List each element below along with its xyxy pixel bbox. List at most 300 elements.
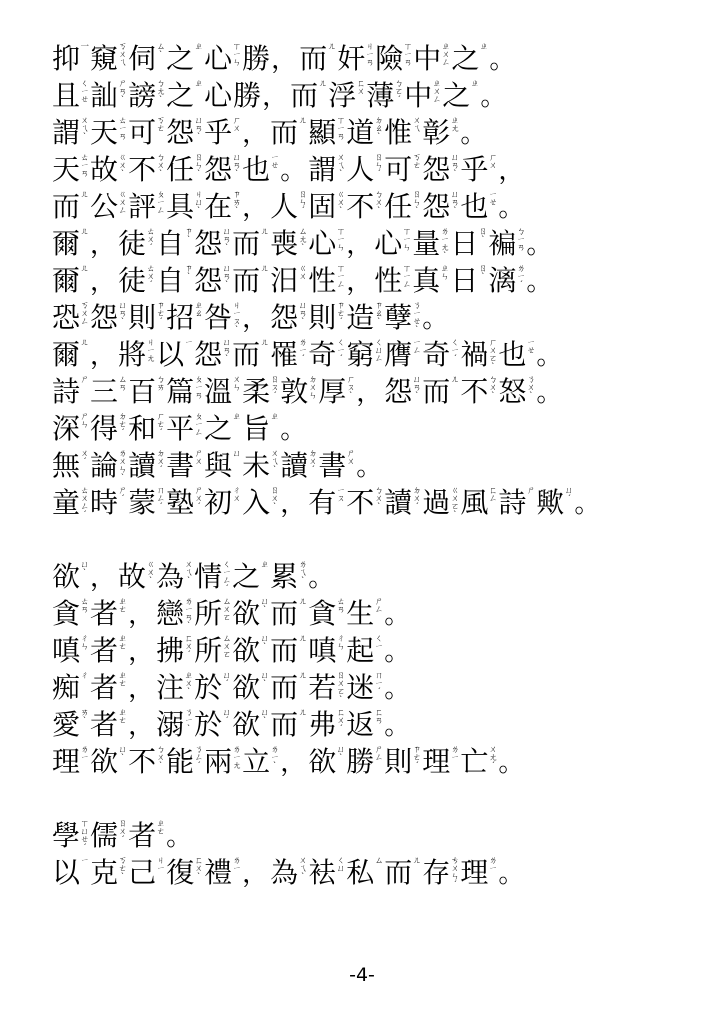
han-unit <box>128 302 165 332</box>
punctuation: ， <box>90 267 117 295</box>
zhuyin-annotation: ㄑ ㄧ ㄥ ˊ <box>222 560 232 591</box>
han-unit <box>375 43 412 73</box>
han-character: 中 <box>404 79 433 110</box>
zhuyin-annotation: ㄩ <box>232 449 242 459</box>
han-unit <box>460 746 497 776</box>
han-character: 乎 <box>204 116 233 147</box>
text-line <box>52 628 672 665</box>
zhuyin-annotation: ㄌ ㄧ <box>232 856 242 875</box>
han-unit <box>52 709 89 739</box>
zhuyin-annotation: ㄒ ㄩ ㄝ ˊ <box>80 819 90 850</box>
zhuyin-annotation: ㄓ ㄜ <box>118 634 128 653</box>
han-character: 伺 <box>128 42 157 73</box>
text-line <box>52 554 672 591</box>
han-unit <box>422 487 459 517</box>
han-unit <box>204 487 241 517</box>
zhuyin-annotation: ㄐ ㄧ <box>156 856 166 875</box>
han-character: 量 <box>412 227 441 258</box>
han-character: 而 <box>290 79 319 110</box>
zhuyin-annotation: ㄓ ㄤ <box>450 116 460 135</box>
han-character: 和 <box>128 412 157 443</box>
zhuyin-annotation: ㄈ ㄨ ˊ <box>184 634 194 660</box>
han-unit <box>90 191 127 221</box>
zhuyin-annotation: ㄙ <box>374 856 384 866</box>
han-unit <box>422 339 459 369</box>
zhuyin-annotation: ㄦ <box>80 227 90 237</box>
punctuation: ， <box>128 711 155 739</box>
zhuyin-annotation: ㄩ ˊ <box>222 708 232 726</box>
han-character: 注 <box>156 671 185 702</box>
han-character: 理 <box>460 856 489 887</box>
han-unit <box>308 117 345 147</box>
han-unit <box>346 339 383 369</box>
han-character: 而 <box>232 338 261 369</box>
han-unit <box>118 265 155 295</box>
han-character: 讀 <box>280 449 309 480</box>
han-character: 奇 <box>422 338 451 369</box>
punctuation: 。 <box>489 45 516 73</box>
zhuyin-annotation: ㄕ ㄥ <box>374 597 384 616</box>
han-character: 生 <box>346 597 375 628</box>
han-unit <box>204 746 241 776</box>
han-character: 貪 <box>52 597 81 628</box>
han-character: 膺 <box>384 338 413 369</box>
zhuyin-annotation: ㄍ ㄨ ˋ <box>336 190 346 216</box>
han-unit <box>536 487 573 517</box>
zhuyin-annotation: ㄨ ㄟ ˋ <box>298 856 308 882</box>
han-character: 得 <box>90 412 119 443</box>
han-character: 之 <box>166 79 195 110</box>
zhuyin-annotation: ㄊ ㄧ ㄢ <box>118 116 128 143</box>
han-character: 不 <box>460 375 489 406</box>
han-unit <box>270 561 307 591</box>
zhuyin-annotation: ㄧ <box>80 856 90 866</box>
punctuation: 。 <box>574 489 601 517</box>
han-unit <box>156 598 193 628</box>
zhuyin-annotation: ㄊ ㄨ ˊ <box>146 227 156 253</box>
zhuyin-annotation: ㄖ ˋ <box>478 227 488 245</box>
punctuation: 。 <box>460 119 487 147</box>
han-character: 心 <box>374 227 403 258</box>
zhuyin-annotation: ㄑ ㄧ ˊ <box>336 338 346 364</box>
text-line <box>52 73 672 110</box>
text-line <box>52 110 672 147</box>
zhuyin-annotation: ㄓ ㄣ <box>440 264 450 283</box>
han-unit <box>90 857 127 887</box>
han-character: 塾 <box>166 486 195 517</box>
han-character: 固 <box>308 190 337 221</box>
han-character: 道 <box>346 116 375 147</box>
han-unit <box>90 709 127 739</box>
han-character: 私 <box>346 856 375 887</box>
han-character: 自 <box>156 264 185 295</box>
text-line <box>52 184 672 221</box>
han-unit <box>128 820 165 850</box>
han-character: 罹 <box>270 338 299 369</box>
han-character: 不 <box>128 153 157 184</box>
han-character: 乎 <box>460 153 489 184</box>
han-unit <box>194 228 231 258</box>
han-character: 自 <box>156 227 185 258</box>
han-unit <box>442 80 479 110</box>
han-unit <box>156 709 193 739</box>
zhuyin-annotation: ㄅ ㄤ ˋ <box>156 79 166 105</box>
punctuation: ， <box>90 563 117 591</box>
zhuyin-annotation: ㄅ ㄨ ˋ <box>156 745 166 771</box>
zhuyin-annotation: ㄩ ㄢ ˋ <box>450 190 460 216</box>
han-unit <box>412 228 449 258</box>
text-line <box>52 591 672 628</box>
han-character: 者 <box>128 819 157 850</box>
punctuation: ， <box>280 748 307 776</box>
zhuyin-annotation: ㄙ ㄢ <box>118 375 128 394</box>
han-character: 過 <box>422 486 451 517</box>
punctuation: 。 <box>356 452 383 480</box>
han-unit <box>118 228 155 258</box>
han-character: 也 <box>460 190 489 221</box>
han-unit <box>166 80 203 110</box>
han-character: 而 <box>384 856 413 887</box>
han-unit <box>52 598 89 628</box>
han-character: 人 <box>346 153 375 184</box>
zhuyin-annotation: ㄗ ˋ <box>184 227 194 245</box>
han-character: 漓 <box>488 264 517 295</box>
han-unit <box>52 413 89 443</box>
han-unit <box>156 561 193 591</box>
han-character: 謂 <box>52 116 81 147</box>
han-unit <box>90 672 127 702</box>
han-character: 書 <box>166 449 195 480</box>
han-unit <box>204 450 241 480</box>
zhuyin-annotation: ㄕ <box>526 486 536 496</box>
han-character: 險 <box>375 42 404 73</box>
han-unit <box>156 265 193 295</box>
zhuyin-annotation: ㄌ ㄧ <box>488 856 498 875</box>
punctuation: ， <box>242 859 269 887</box>
zhuyin-annotation: ㄨ ㄟ ˋ <box>184 560 194 586</box>
han-unit <box>90 413 127 443</box>
han-character: 深 <box>52 412 81 443</box>
han-character: 訕 <box>90 79 119 110</box>
han-character: 心 <box>204 42 233 73</box>
zhuyin-annotation: ㄦ <box>298 634 308 644</box>
zhuyin-annotation: ㄌ ㄧ ㄤ <box>232 745 242 772</box>
han-unit <box>384 339 421 369</box>
zhuyin-annotation: ㄙ ㄨ ㄛ <box>222 634 232 661</box>
han-unit <box>128 857 165 887</box>
han-unit <box>346 635 383 665</box>
punctuation: 。 <box>526 267 553 295</box>
han-unit <box>412 265 449 295</box>
zhuyin-annotation: ㄗ ㄠ ˋ <box>374 301 384 327</box>
han-unit <box>460 487 497 517</box>
zhuyin-annotation: ㄐ ㄧ ㄢ <box>365 42 375 69</box>
zhuyin-annotation: ㄓ ㄜ <box>156 819 166 838</box>
han-character: 敦 <box>280 375 309 406</box>
han-character: 讀 <box>384 486 413 517</box>
zhuyin-annotation: ㄦ <box>80 338 90 348</box>
han-unit <box>242 413 279 443</box>
zhuyin-annotation: ㄎ ㄨ ㄥ <box>80 301 90 328</box>
han-character: 真 <box>412 264 441 295</box>
han-character: 也 <box>498 338 527 369</box>
zhuyin-annotation: ㄆ ㄧ ㄢ <box>194 375 204 402</box>
han-unit <box>52 302 89 332</box>
han-character: 理 <box>422 745 451 776</box>
zhuyin-annotation: ㄓ ㄜ <box>118 597 128 616</box>
punctuation: ， <box>90 230 117 258</box>
han-character: 徒 <box>118 264 147 295</box>
zhuyin-annotation: ㄩ ˋ <box>260 597 270 615</box>
zhuyin-annotation: ㄍ ㄨ ㄛ ˋ <box>450 486 460 517</box>
han-character: 造 <box>346 301 375 332</box>
zhuyin-annotation: ㄓ ㄨ ˋ <box>184 671 194 697</box>
han-unit <box>270 635 307 665</box>
han-character: 欲 <box>232 671 261 702</box>
han-character: 立 <box>242 745 271 776</box>
punctuation: 。 <box>480 82 507 110</box>
han-unit <box>52 746 89 776</box>
punctuation: 。 <box>422 304 449 332</box>
han-character: 詩 <box>498 486 527 517</box>
zhuyin-annotation: ㄒ ㄧ ㄢ <box>336 116 346 143</box>
zhuyin-annotation: ㄩ ㄢ ˋ <box>222 338 232 364</box>
punctuation: 。 <box>384 711 411 739</box>
han-unit <box>204 191 241 221</box>
han-unit <box>156 339 193 369</box>
han-unit <box>299 43 336 73</box>
zhuyin-annotation: ㄦ <box>412 856 422 866</box>
han-character: 褊 <box>488 227 517 258</box>
text-line <box>52 665 672 702</box>
han-unit <box>156 635 193 665</box>
zhuyin-annotation: ㄖ ㄣ ˊ <box>374 153 384 179</box>
zhuyin-annotation: ㄈ ㄨ ˊ <box>336 708 346 734</box>
zhuyin-annotation: ㄓ ㄠ <box>194 301 204 320</box>
han-character: 汨 <box>270 264 299 295</box>
zhuyin-annotation: ㄖ ㄨ ˋ <box>270 486 280 512</box>
han-unit <box>384 302 421 332</box>
punctuation: ， <box>128 674 155 702</box>
han-character: 所 <box>194 597 223 628</box>
han-character: 咎 <box>204 301 233 332</box>
text-line <box>52 147 672 184</box>
han-character: 旨 <box>242 412 271 443</box>
zhuyin-annotation: ㄗ ㄜ ˊ <box>336 301 346 327</box>
han-character: 怨 <box>194 227 223 258</box>
zhuyin-annotation: ㄦ <box>260 227 270 237</box>
han-character: 欲 <box>232 708 261 739</box>
han-unit <box>270 228 307 258</box>
text-line <box>52 480 672 517</box>
han-unit <box>128 487 165 517</box>
text-line <box>52 369 672 406</box>
han-unit <box>384 376 421 406</box>
han-character: 而 <box>299 42 328 73</box>
zhuyin-annotation: ㄌ ㄨ ㄣ ˋ <box>118 449 128 480</box>
text-line <box>52 332 672 369</box>
text-line <box>52 813 672 850</box>
han-unit <box>52 857 89 887</box>
zhuyin-annotation: ㄎ ㄨ ㄟ <box>118 42 128 69</box>
zhuyin-annotation: ㄦ <box>298 708 308 718</box>
han-character: 書 <box>318 449 347 480</box>
han-character: 貪 <box>308 597 337 628</box>
han-character: 讀 <box>128 449 157 480</box>
zhuyin-annotation: ㄅ ㄧ ㄢ <box>516 227 526 254</box>
han-character: 則 <box>128 301 157 332</box>
punctuation: ， <box>128 600 155 628</box>
han-unit <box>156 672 193 702</box>
punctuation: ， <box>346 267 373 295</box>
zhuyin-annotation: ㄓ <box>260 560 270 570</box>
text-line <box>52 258 672 295</box>
punctuation: ， <box>262 82 289 110</box>
han-character: 欲 <box>90 745 119 776</box>
han-unit <box>232 635 269 665</box>
han-unit <box>204 857 241 887</box>
zhuyin-annotation: ㄎ ㄜ <box>156 116 166 135</box>
han-character: 孽 <box>384 301 413 332</box>
zhuyin-annotation: ㄒ ㄧ ㄥ <box>336 264 346 291</box>
han-unit <box>204 302 241 332</box>
han-character: 柔 <box>242 375 271 406</box>
han-unit <box>204 376 241 406</box>
han-character: 百 <box>128 375 157 406</box>
han-unit <box>232 265 269 295</box>
han-unit <box>194 339 231 369</box>
han-unit <box>270 709 307 739</box>
han-character: 爾 <box>52 227 81 258</box>
han-character: 於 <box>194 708 223 739</box>
han-unit <box>232 598 269 628</box>
han-unit <box>128 154 165 184</box>
han-unit <box>156 228 193 258</box>
han-unit <box>194 598 231 628</box>
han-character: 愛 <box>52 708 81 739</box>
han-unit <box>422 746 459 776</box>
punctuation: ， <box>280 489 307 517</box>
han-unit <box>128 117 165 147</box>
han-character: 者 <box>90 634 119 665</box>
han-character: 以 <box>156 338 185 369</box>
zhuyin-annotation: ㄇ ㄥ ˊ <box>156 486 166 512</box>
han-character: 而 <box>270 671 299 702</box>
zhuyin-annotation: ㄕ ㄨ ˊ <box>194 486 204 512</box>
han-unit <box>52 228 89 258</box>
han-character: 而 <box>232 227 261 258</box>
han-unit <box>422 857 459 887</box>
punctuation: 。 <box>166 822 193 850</box>
punctuation: ， <box>242 119 269 147</box>
zhuyin-annotation: ㄌ ㄧ ˋ <box>270 745 280 771</box>
han-character: 己 <box>128 856 157 887</box>
han-unit <box>242 42 271 73</box>
zhuyin-annotation: ㄦ <box>298 116 308 126</box>
zhuyin-annotation: ㄧ ㄡ <box>336 486 346 505</box>
han-character: 復 <box>166 856 195 887</box>
han-unit <box>308 228 345 258</box>
han-unit <box>308 857 345 887</box>
han-character: 嗔 <box>308 634 337 665</box>
han-unit <box>270 191 307 221</box>
zhuyin-annotation: ㄑ ㄧ ㄝ <box>80 79 90 106</box>
han-character: 論 <box>90 449 119 480</box>
han-character: 爾 <box>52 338 81 369</box>
han-unit <box>460 154 497 184</box>
han-character: 則 <box>308 301 337 332</box>
han-unit <box>128 376 165 406</box>
han-unit <box>242 376 279 406</box>
han-character: 學 <box>52 819 81 850</box>
han-unit <box>52 561 89 591</box>
zhuyin-annotation: ㄨ ㄟ ˋ <box>80 116 90 142</box>
han-character: 浮 <box>328 79 357 110</box>
han-character: 理 <box>52 745 81 776</box>
han-unit <box>308 709 345 739</box>
zhuyin-annotation: ㄐ ㄧ ㄡ ˋ <box>232 301 242 332</box>
han-unit <box>52 117 89 147</box>
zhuyin-annotation: ㄩ ˋ <box>260 708 270 726</box>
zhuyin-annotation: ㄙ ˋ <box>156 42 166 60</box>
han-character: 嗔 <box>52 634 81 665</box>
han-unit <box>270 857 307 887</box>
punctuation: 。 <box>384 600 411 628</box>
zhuyin-annotation: ㄅ ㄞ <box>156 375 166 394</box>
han-character: 而 <box>52 190 81 221</box>
han-character: 任 <box>166 153 195 184</box>
han-unit <box>308 302 345 332</box>
han-unit <box>194 265 231 295</box>
zhuyin-annotation: ㄊ ㄨ ˊ <box>146 264 156 290</box>
han-unit <box>346 672 383 702</box>
zhuyin-annotation: ㄔ ㄣ <box>336 634 346 653</box>
han-unit <box>460 857 497 887</box>
han-character: 性 <box>308 264 337 295</box>
han-unit <box>52 635 89 665</box>
zhuyin-annotation: ㄓ <box>270 412 280 422</box>
han-character: 亡 <box>460 745 489 776</box>
han-unit <box>52 265 89 295</box>
punctuation: 。 <box>498 748 525 776</box>
zhuyin-annotation: ㄞ ˋ <box>80 708 90 726</box>
han-unit <box>346 117 383 147</box>
han-character: 謂 <box>308 153 337 184</box>
han-unit <box>90 450 127 480</box>
zhuyin-annotation: ㄩ ˋ <box>118 745 128 763</box>
han-character: 平 <box>166 412 195 443</box>
han-character: 儒 <box>90 819 119 850</box>
zhuyin-annotation: ㄧ <box>184 338 194 348</box>
punctuation: ， <box>242 304 269 332</box>
han-character: 者 <box>90 708 119 739</box>
text-line <box>52 739 672 776</box>
han-character: 奸 <box>337 42 366 73</box>
han-unit <box>384 191 421 221</box>
zhuyin-annotation: ㄋ ㄥ ˊ <box>194 745 204 771</box>
zhuyin-annotation: ㄦ <box>318 79 328 89</box>
zhuyin-annotation: ㄉ ㄠ ˋ <box>374 116 384 142</box>
han-unit <box>346 746 383 776</box>
zhuyin-annotation: ㄅ ㄨ ˋ <box>488 375 498 401</box>
zhuyin-annotation: ㄩ ˋ <box>260 671 270 689</box>
zhuyin-annotation: ㄌ ㄧ ˊ <box>516 264 526 290</box>
document-body <box>52 36 672 887</box>
han-character: 溺 <box>156 708 185 739</box>
han-character: 怨 <box>270 301 299 332</box>
han-character: 恐 <box>52 301 81 332</box>
zhuyin-annotation: ㄦ <box>80 264 90 274</box>
